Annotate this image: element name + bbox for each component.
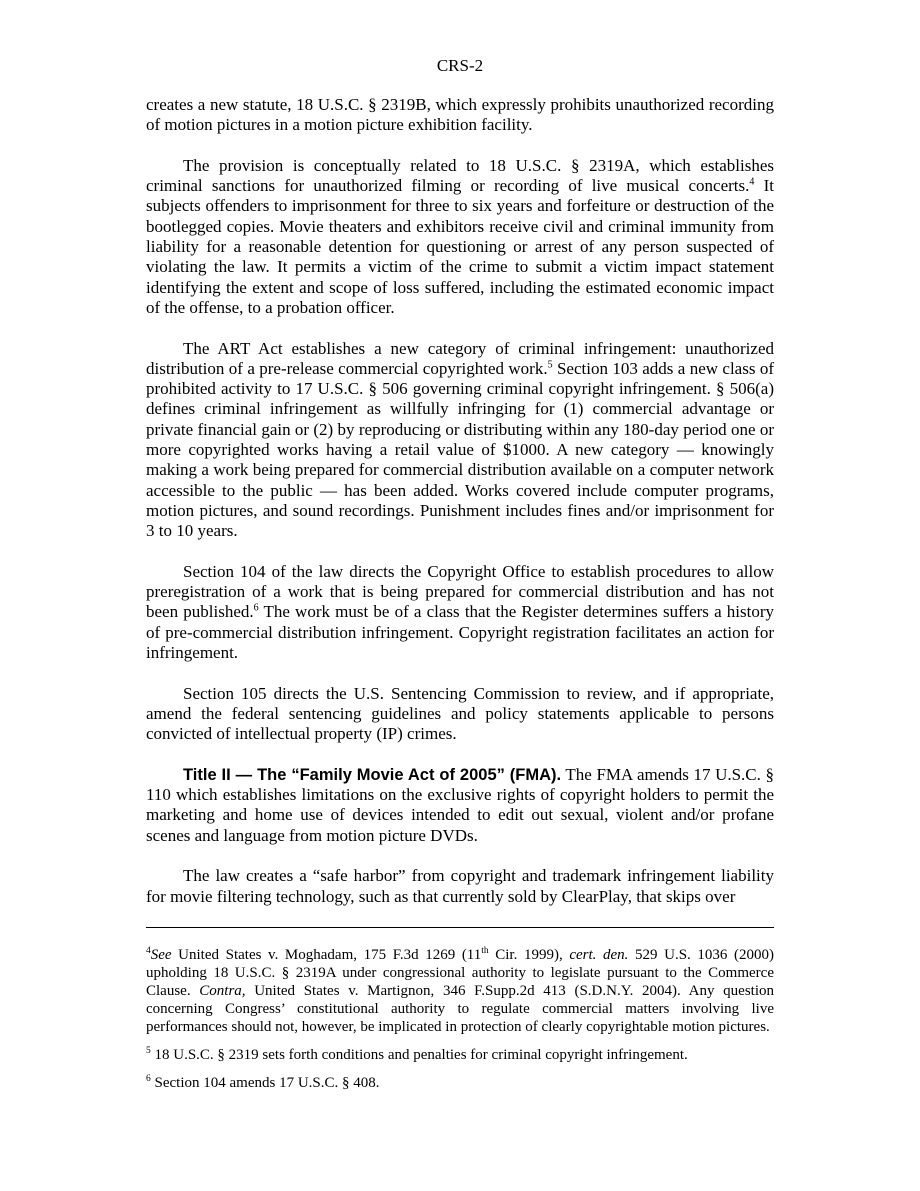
- section-heading-title-ii: Title II — The “Family Movie Act of 2005” (FMA).: [183, 765, 562, 784]
- paragraph-6: [146, 765, 774, 846]
- paragraph-2-text-a: The provision is conceptually related to 18 U.S.C. § 2319A, which establishes criminal sanctions for unauthorized filming or recording of live musical concerts.: [146, 155, 774, 196]
- footnote-ref-6[interactable]: 6: [253, 602, 259, 614]
- paragraph-4-text-a: Section 104 of the law directs the Copyright Office to establish procedures to allow preregistration of a work that is being prepared for commercial distribution and has not been published.: [146, 561, 774, 622]
- paragraph-3: [146, 339, 774, 542]
- paragraph-3-text-a: The ART Act establishes a new category of criminal infringement: unauthorized distribution of a pre-release commercial copyrighted work.: [146, 338, 774, 378]
- footnote-5-text: 18 U.S.C. § 2319 sets forth conditions and penalties for criminal copyright infringement.: [150, 1047, 688, 1063]
- paragraph-4: [146, 562, 774, 663]
- paragraph-3-text-b: Section 103 adds a new class of prohibited activity to 17 U.S.C. § 506 governing criminal copyright infringement. § 506(a) defines criminal infringement as willfully infringing for (1) commercial advantage or private financial gain or (2) by reproducing or distributing within any 180-day period one or more copyrighted works having a retail value of $1000. A new category — knowingly making a work being prepared for commercial distribution available on a computer network accessible to the public — has been added. Works covered include computer programs, motion pictures, and sound recordings. Punishment includes fines and/or imprisonment for 3 to 10 years.: [146, 358, 774, 541]
- footnote-4: [146, 946, 774, 1036]
- paragraph-5: Section 105 directs the U.S. Sentencing Commission to review, and if appropriate, amend the federal sentencing guidelines and policy statements applicable to persons convicted of intellectual property (IP) crimes.: [146, 683, 774, 744]
- footnote-5-number: 5: [146, 1046, 151, 1056]
- body-text: [146, 95, 774, 927]
- footnote-6: [146, 1074, 774, 1092]
- footnote-4-th: th: [481, 946, 489, 956]
- footnote-4-text-c: 529 U.S. 1036 (2000) upholding 18 U.S.C. § 2319A under congressional authority to legislate pursuant to the Commerce Clause.: [146, 947, 774, 999]
- footnote-ref-5[interactable]: 5: [547, 359, 553, 371]
- footnote-4-contra: Contra,: [199, 983, 246, 999]
- footnote-4-see: See: [150, 947, 172, 963]
- footnote-6-number: 6: [146, 1074, 151, 1084]
- footnote-6-text: Section 104 amends 17 U.S.C. § 408.: [150, 1075, 380, 1091]
- paragraph-2-text-b: It subjects offenders to imprisonment for three to six years and forfeiture or destruction of the bootlegged copies. Movie theaters and exhibitors receive civil and criminal immunity from liability for a reasonable detention for questioning or arrest of any person suspected of violating the law. It permits a victim of the crime to submit a victim impact statement identifying the extent and scope of loss suffered, including the estimated economic impact of the offense, to a probation officer.: [146, 176, 774, 317]
- footnote-divider: [146, 927, 774, 928]
- footnote-4-text-d: United States v. Martignon, 346 F.Supp.2d 413 (S.D.N.Y. 2004). Any question concerning Congress’ constitutional authority to regulate commercial matters involving live performances should not, however, be implicated in protection of clearly copyrightable motion pictures.: [146, 983, 774, 1035]
- footnote-5: [146, 1046, 774, 1064]
- footnote-ref-4[interactable]: 4: [749, 176, 755, 188]
- footnote-4-text-a: United States v. Moghadam, 175 F.3d 1269 (11: [171, 947, 482, 963]
- footnote-4-number: 4: [146, 946, 151, 956]
- page-header: CRS-2: [436, 56, 484, 75]
- footnote-4-text-b: Cir. 1999),: [488, 947, 570, 963]
- paragraph-7: The law creates a “safe harbor” from copyright and trademark infringement liability for movie filtering technology, such as that currently sold by ClearPlay, that skips over: [146, 866, 774, 906]
- paragraph-4-text-b: The work must be of a class that the Register determines suffers a history of pre-commercial distribution infringement. Copyright registration facilitates an action for infringement.: [146, 602, 774, 663]
- paragraph-2: [146, 156, 774, 318]
- footnote-4-cert: cert. den.: [569, 947, 629, 963]
- footnotes: [146, 946, 774, 1102]
- paragraph-1: creates a new statute, 18 U.S.C. § 2319B, which expressly prohibits unauthorized recording of motion pictures in a motion picture exhibition facility.: [146, 95, 774, 135]
- paragraph-6-text: The FMA amends 17 U.S.C. § 110 which establishes limitations on the exclusive rights of copyright holders to permit the marketing and home use of devices intended to edit out sexual, violent and/or profane scenes and language from motion picture DVDs.: [146, 764, 774, 845]
